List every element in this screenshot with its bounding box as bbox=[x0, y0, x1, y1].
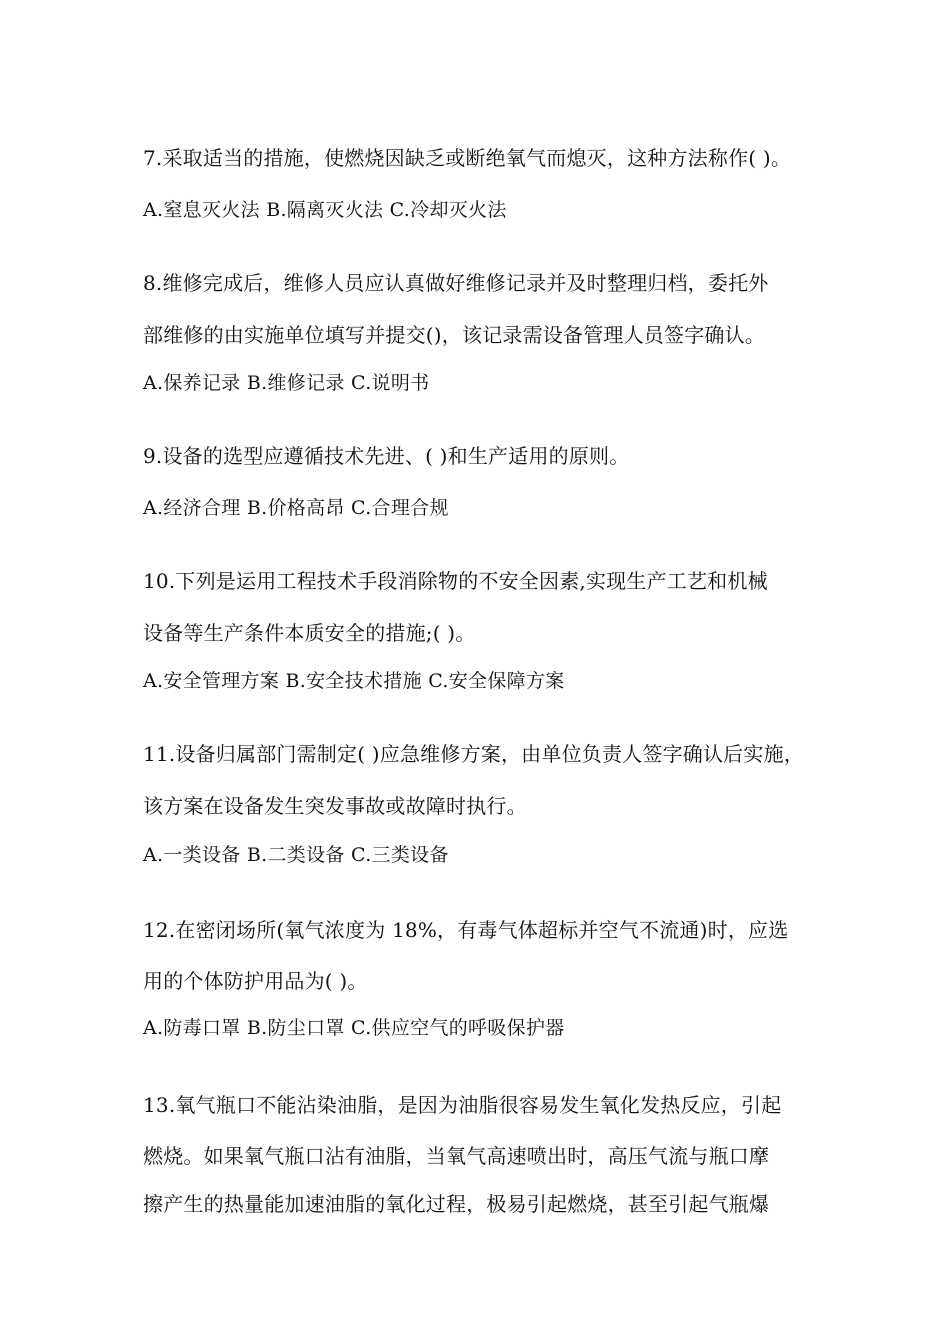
question-7-line-1: 7.采取适当的措施，使燃烧因缺乏或断绝氧气而熄灭，这种方法称作( )。 bbox=[143, 146, 792, 170]
question-9-options: A.经济合理 B.价格高昂 C.合理合规 bbox=[143, 497, 449, 519]
question-11-options: A.一类设备 B.二类设备 C.三类设备 bbox=[143, 844, 449, 866]
question-10-options: A.安全管理方案 B.安全技术措施 C.安全保障方案 bbox=[143, 670, 565, 692]
question-11-line-1: 11.设备归属部门需制定( )应急维修方案，由单位负责人签字确认后实施， bbox=[143, 742, 804, 766]
question-7-options: A.窒息灭火法 B.隔离灭火法 C.冷却灭火法 bbox=[143, 199, 507, 221]
question-13-line-1: 13.氧气瓶口不能沾染油脂，是因为油脂很容易发生氧化发热反应，引起 bbox=[143, 1093, 782, 1117]
question-8-options: A.保养记录 B.维修记录 C.说明书 bbox=[143, 372, 430, 394]
question-12-options: A.防毒口罩 B.防尘口罩 C.供应空气的呼吸保护器 bbox=[143, 1017, 565, 1039]
question-11-line-2: 该方案在设备发生突发事故或故障时执行。 bbox=[143, 794, 527, 818]
question-10-line-2: 设备等生产条件本质安全的措施;( )。 bbox=[143, 621, 476, 645]
question-13-line-3: 擦产生的热量能加速油脂的氧化过程，极易引起燃烧，甚至引起气瓶爆 bbox=[143, 1192, 770, 1216]
question-9-line-1: 9.设备的选型应遵循技术先进、( )和生产适用的原则。 bbox=[143, 444, 630, 468]
question-8-line-1: 8.维修完成后，维修人员应认真做好维修记录并及时整理归档，委托外 bbox=[143, 271, 769, 295]
question-10-line-1: 10.下列是运用工程技术手段消除物的不安全因素,实现生产工艺和机械 bbox=[143, 569, 768, 593]
question-12-line-1: 12.在密闭场所(氧气浓度为 18%，有毒气体超标并空气不流通)时，应选 bbox=[143, 918, 789, 942]
question-13-line-2: 燃烧。如果氧气瓶口沾有油脂，当氧气高速喷出时，高压气流与瓶口摩 bbox=[143, 1144, 770, 1168]
question-12-line-2: 用的个体防护用品为( )。 bbox=[143, 969, 368, 993]
question-8-line-2: 部维修的由实施单位填写并提交()，该记录需设备管理人员签字确认。 bbox=[143, 323, 766, 347]
